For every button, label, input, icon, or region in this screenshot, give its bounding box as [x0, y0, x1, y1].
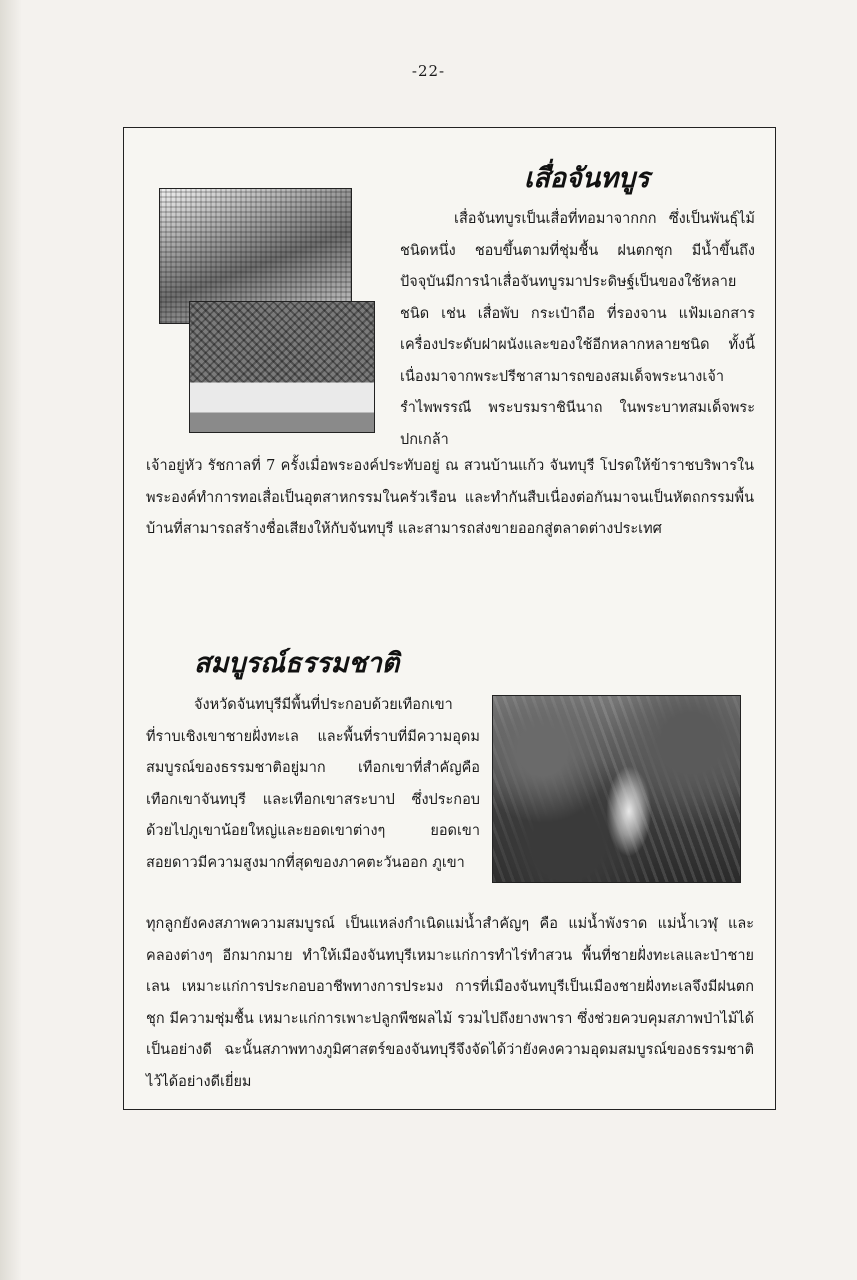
- waterfall-photo: [492, 695, 741, 883]
- mat-products-photo: [189, 301, 375, 433]
- section-nature-box: [123, 615, 776, 1110]
- page-number: -22-: [411, 62, 446, 80]
- page-binding-edge: [0, 0, 22, 1280]
- section-paragraph-continued: เจ้าอยู่หัว รัชกาลที่ 7 ครั้งเมื่อพระองค์ประทับอยู่ ณ สวนบ้านแก้ว จันทบุรี โปรดให้ข้าราชบริพารในพระองค์ทำการทอเสื่อเป็นอุตสาหกรรมในครัวเรือน และทำกันสืบเนื่องต่อกันมาจนเป็นหัตถกรรมพื้นบ้านที่สามารถสร้างชื่อเสียงให้กับจันทบุรี และสามารถส่งขายออกสู่ตลาดต่างประเทศ: [146, 458, 754, 537]
- section-paragraph-continued: ทุกลูกยังคงสภาพความสมบูรณ์ เป็นแหล่งกำเนิดแม่น้ำสำคัญๆ คือ แม่น้ำพังราด แม่น้ำเวฬุ และคลองต่างๆ อีกมากมาย ทำให้เมืองจันทบุรีเหมาะแก่การทำไร่ทำสวน พื้นที่ชายฝั่งทะเลและป่าชายเลน เหมาะแก่การประกอบอาชีพทางการประมง การที่เมืองจันทบุรีเป็นเมืองชายฝั่งทะเลจึงมีฝนตกชุก มีความชุ่มชื้น เหมาะแก่การเพาะปลูกพืชผลไม้ รวมไปถึงยางพารา ซึ่งช่วยควบคุมสภาพป่าไม้ได้เป็นอย่างดี ฉะนั้นสภาพทางภูมิศาสตร์ของจันทบุรีจึงจัดได้ว่ายังคงความอุดมสมบูรณ์ของธรรมชาติไว้ได้อย่างดีเยี่ยม: [146, 916, 754, 1090]
- section-title: เสื่อจันทบูร: [524, 163, 650, 194]
- section-paragraph: จังหวัดจันทบุรีมีพื้นที่ประกอบด้วยเทือกเขา ที่ราบเชิงเขาชายฝั่งทะเล และพื้นที่ราบที่มีความอุดมสมบูรณ์ของธรรมชาติอยู่มาก เทือกเขาที่สำคัญคือ เทือกเขาจันทบุรี และเทือกเขาสระบาป ซึ่งประกอบด้วยไปภูเขาน้อยใหญ่และยอดเขาต่างๆ ยอดเขาสอยดาวมีความสูงมากที่สุดของภาคตะวันออก ภูเขา: [146, 697, 480, 871]
- section-paragraph: เสื่อจันทบูรเป็นเสื่อที่ทอมาจากกก ซึ่งเป็นพันธุ์ไม้ชนิดหนึ่ง ชอบขึ้นตามที่ชุ่มชื้น ฝนตกชุก มีน้ำขึ้นถึง ปัจจุบันมีการนำเสื่อจันทบูรมาประดิษฐ์เป็นของใช้หลายชนิด เช่น เสื่อพับ กระเป๋าถือ ที่รองจาน แฟ้มเอกสาร เครื่องประดับฝาผนังและของใช้อีกหลากหลายชนิด ทั้งนี้ เนื่องมาจากพระปรีชาสามารถของสมเด็จพระนางเจ้ารำไพพรรณี พระบรมราชินีนาถ ในพระบาทสมเด็จพระปกเกล้า: [400, 211, 755, 448]
- section-title: สมบูรณ์ธรรมชาติ: [194, 648, 400, 679]
- section-mat-box: [123, 127, 776, 617]
